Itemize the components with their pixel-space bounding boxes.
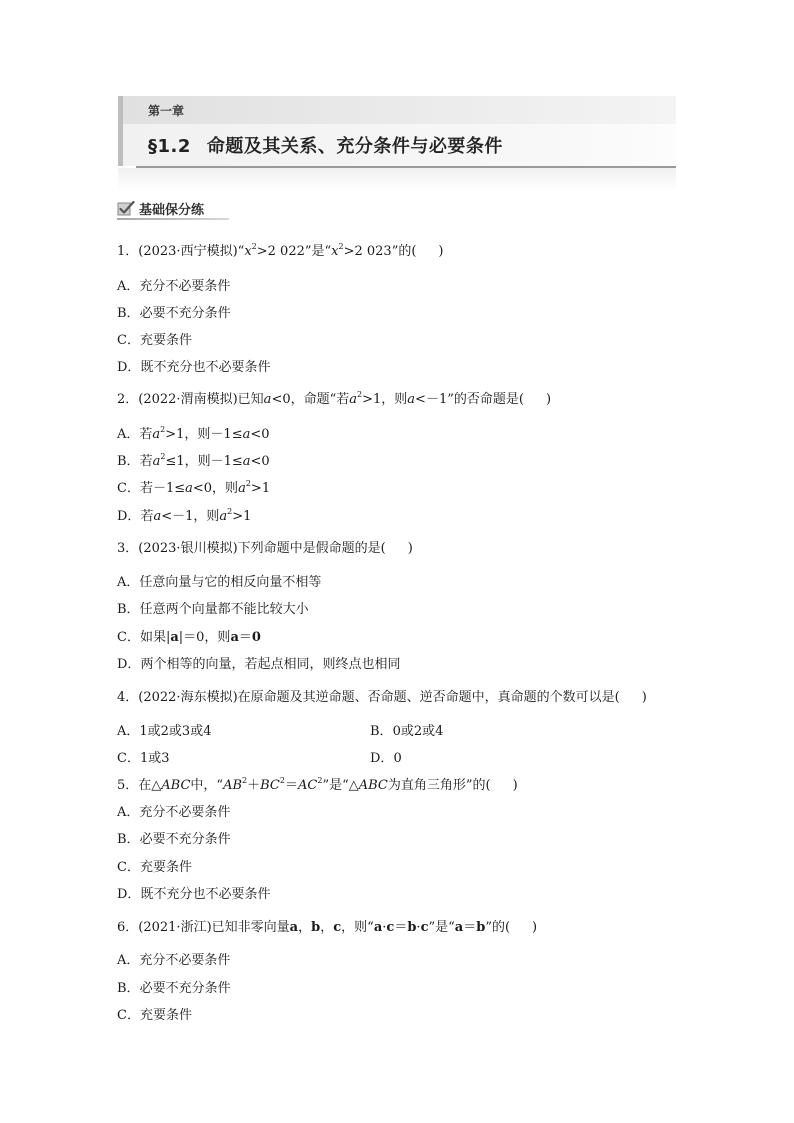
- section-title-text: 命题及其关系、充分条件与必要条件: [206, 136, 503, 157]
- option-d: [117, 887, 270, 903]
- question-number: 3．: [117, 541, 139, 556]
- math-var: BC: [260, 778, 280, 793]
- option-c: [117, 1008, 192, 1024]
- option-a: [117, 427, 270, 443]
- stem-text: “: [237, 244, 245, 259]
- math-var: a: [263, 392, 272, 407]
- stem-text: ): [512, 778, 518, 793]
- option-text: ≤1，则－1≤: [165, 454, 243, 469]
- option-letter: D．: [117, 509, 141, 524]
- option-d: [117, 509, 251, 525]
- option-d: [117, 657, 400, 673]
- option-letter: D．: [117, 360, 141, 375]
- option-text: 若: [140, 509, 154, 524]
- stem-text: 已知: [237, 392, 264, 407]
- stem-text: 在△: [138, 778, 162, 793]
- option-text: 两个相等的向量，若起点相同，则终点也相同: [140, 657, 401, 672]
- practice-badge: [117, 198, 229, 218]
- stem-text: 为直角三角形”的(: [387, 778, 491, 793]
- option-text: 0: [393, 751, 402, 766]
- question-5-stem: [117, 778, 518, 794]
- math-var: a: [242, 454, 251, 469]
- question-number: 2．: [117, 392, 139, 407]
- option-letter: C．: [117, 333, 140, 348]
- option-c: [117, 751, 170, 767]
- option-text: 任意向量与它的相反向量不相等: [139, 575, 322, 590]
- option-letter: D．: [117, 887, 141, 902]
- option-a: [117, 279, 230, 295]
- option-letter: A．: [117, 575, 140, 590]
- option-letter: A．: [117, 427, 140, 442]
- math-exponent: 2: [279, 776, 285, 785]
- math-var: a: [153, 509, 162, 524]
- option-text: 充要条件: [139, 1008, 192, 1023]
- stem-text: ，: [320, 920, 334, 935]
- question-source: (2023·西宁模拟): [138, 244, 238, 259]
- question-source: (2021·浙江): [138, 920, 212, 935]
- stem-text: ”的(: [485, 920, 511, 935]
- option-letter: A．: [117, 279, 140, 294]
- option-text: ＝: [238, 630, 252, 645]
- stem-text: ，: [298, 920, 312, 935]
- option-text: >1: [250, 481, 271, 496]
- stem-text: 下列命题中是假命题的是(: [237, 541, 386, 556]
- option-text: |＝0，则: [178, 630, 231, 645]
- stem-text: ): [407, 541, 413, 556]
- option-c: [117, 481, 270, 497]
- option-b: [117, 454, 270, 470]
- option-c: [117, 630, 261, 646]
- math-var: a: [238, 481, 246, 496]
- option-text: 充分不必要条件: [139, 953, 231, 968]
- option-a: [117, 953, 230, 969]
- math-vector: a: [230, 630, 239, 645]
- option-text: 既不充分也不必要条件: [140, 360, 271, 375]
- stem-text: ，则“: [341, 920, 374, 935]
- stem-text: ): [545, 392, 552, 407]
- question-source: (2022·海东模拟): [138, 690, 238, 705]
- option-letter: C．: [117, 1008, 140, 1023]
- option-b: [117, 602, 309, 618]
- option-letter: B．: [117, 454, 140, 469]
- option-text: <0: [250, 454, 270, 469]
- math-var: x: [331, 244, 339, 259]
- math-var: x: [244, 244, 252, 259]
- math-vector: a: [289, 920, 299, 935]
- stem-text: ＋: [247, 778, 261, 793]
- option-text: 1或2或3或4: [139, 724, 212, 739]
- option-text: 1或3: [139, 751, 170, 766]
- math-var: AC: [298, 778, 318, 793]
- stem-text: <0，命题“若: [271, 392, 350, 407]
- math-vector: b: [407, 920, 417, 935]
- option-b: [117, 832, 231, 848]
- option-letter: C．: [117, 860, 140, 875]
- math-exponent: 2: [227, 507, 233, 516]
- math-exponent: 2: [317, 776, 323, 785]
- math-vector: b: [476, 920, 486, 935]
- option-text: 必要不充分条件: [139, 981, 231, 996]
- option-text: <－1，则: [161, 509, 220, 524]
- option-letter: B．: [117, 832, 140, 847]
- math-var: a: [242, 427, 251, 442]
- option-a: [117, 575, 321, 591]
- stem-text: ”是“△: [322, 778, 359, 793]
- option-text: 若－1≤: [139, 481, 186, 496]
- section-title: [148, 132, 503, 158]
- header-band: [118, 96, 676, 124]
- stem-text: ): [641, 690, 647, 705]
- math-var: a: [219, 509, 228, 524]
- option-d: [117, 360, 270, 376]
- stem-text: ·: [382, 920, 387, 935]
- math-vector: c: [333, 920, 342, 935]
- math-exponent: 2: [242, 776, 248, 785]
- option-text: <0，则: [192, 481, 239, 496]
- option-text: >1: [232, 509, 252, 524]
- math-var: a: [152, 454, 161, 469]
- option-letter: B．: [117, 981, 140, 996]
- option-c: [117, 333, 192, 349]
- math-var: a: [185, 481, 193, 496]
- chapter-header: [118, 96, 676, 190]
- option-letter: B．: [117, 306, 140, 321]
- question-6-stem: [117, 920, 537, 936]
- option-text: 充分不必要条件: [139, 279, 231, 294]
- option-text: 必要不充分条件: [139, 832, 231, 847]
- question-number: 4．: [117, 690, 139, 705]
- question-number: 5．: [117, 778, 139, 793]
- stem-text: 在原命题及其逆命题、否命题、逆否命题中，真命题的个数可以是(: [237, 690, 620, 705]
- math-vector: a: [170, 630, 179, 645]
- math-var: ABC: [161, 778, 191, 793]
- stem-text: ·: [416, 920, 421, 935]
- question-2-stem: [117, 392, 551, 408]
- option-c: [117, 860, 192, 876]
- header-shadow: [118, 168, 676, 190]
- question-number: 6．: [117, 920, 139, 935]
- stem-text: <－1”的否命题是(: [415, 392, 524, 407]
- option-text: 充分不必要条件: [139, 805, 231, 820]
- math-var: a: [349, 392, 358, 407]
- math-var: a: [407, 392, 416, 407]
- option-text: 任意两个向量都不能比较大小: [139, 602, 309, 617]
- option-text: 若: [139, 427, 153, 442]
- math-vector: a: [454, 920, 464, 935]
- badge-underline: [117, 218, 229, 220]
- math-exponent: 2: [357, 390, 363, 399]
- math-exponent: 2: [160, 452, 166, 461]
- option-letter: B．: [117, 602, 140, 617]
- math-vector: a: [373, 920, 383, 935]
- math-vector: 0: [251, 630, 261, 645]
- stem-text: ＝: [284, 778, 298, 793]
- header-accent-bar: [118, 96, 123, 166]
- math-var: AB: [223, 778, 243, 793]
- option-text: <0: [250, 427, 270, 442]
- checkbox-check-icon: [117, 200, 135, 216]
- option-text: 0或2或4: [392, 724, 444, 739]
- option-text: >1，则－1≤: [165, 427, 243, 442]
- option-text: 充要条件: [139, 860, 192, 875]
- stem-text: >2 022”是“: [256, 244, 332, 259]
- option-letter: C．: [117, 630, 140, 645]
- option-a: [117, 805, 230, 821]
- option-d: [370, 751, 402, 767]
- math-var: ABC: [358, 778, 388, 793]
- section-number: §1.2: [148, 136, 191, 157]
- option-text: 如果|: [139, 630, 171, 645]
- stem-text: ): [532, 920, 538, 935]
- stem-text: >2 023”的(: [343, 244, 417, 259]
- option-text: 必要不充分条件: [139, 306, 231, 321]
- math-exponent: 2: [160, 425, 166, 434]
- math-vector: c: [386, 920, 395, 935]
- math-var: a: [152, 427, 161, 442]
- question-source: (2022·渭南模拟): [138, 392, 238, 407]
- option-b: [370, 724, 443, 740]
- option-letter: A．: [117, 805, 140, 820]
- math-exponent: 2: [338, 242, 344, 251]
- option-text: 充要条件: [139, 333, 192, 348]
- option-letter: D．: [370, 751, 394, 766]
- math-exponent: 2: [251, 242, 257, 251]
- option-letter: C．: [117, 751, 140, 766]
- math-vector: c: [420, 920, 429, 935]
- stem-text: ＝: [463, 920, 477, 935]
- stem-text: ”是“: [428, 920, 455, 935]
- stem-text: 中，“: [190, 778, 224, 793]
- option-letter: C．: [117, 481, 140, 496]
- question-3-stem: [117, 541, 413, 557]
- stem-text: ＝: [394, 920, 408, 935]
- option-letter: D．: [117, 657, 141, 672]
- option-b: [117, 306, 231, 322]
- stem-text: ): [438, 244, 444, 259]
- option-text: 既不充分也不必要条件: [140, 887, 271, 902]
- question-number: 1．: [117, 244, 139, 259]
- question-1-stem: [117, 244, 444, 260]
- option-text: 若: [139, 454, 153, 469]
- option-letter: A．: [117, 953, 140, 968]
- math-vector: b: [311, 920, 321, 935]
- option-letter: B．: [370, 724, 393, 739]
- stem-text: >1，则: [362, 392, 408, 407]
- option-letter: A．: [117, 724, 140, 739]
- math-exponent: 2: [245, 479, 251, 488]
- option-b: [117, 981, 231, 997]
- chapter-label: 第一章: [148, 104, 185, 118]
- stem-text: 已知非零向量: [211, 920, 290, 935]
- question-4-stem: [117, 690, 647, 706]
- option-a: [117, 724, 211, 740]
- badge-label: 基础保分练: [139, 203, 205, 218]
- question-source: (2023·银川模拟): [138, 541, 238, 556]
